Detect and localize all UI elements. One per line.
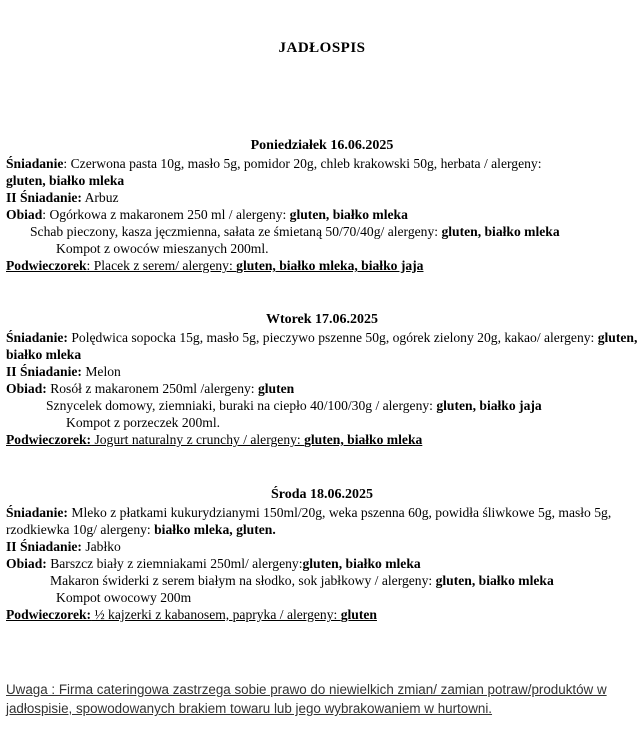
drink-line: Kompot z porzeczek 200ml. bbox=[66, 415, 221, 430]
breakfast-allergens: białko mleka, gluten. bbox=[154, 522, 276, 537]
lunch-text: Barszcz biały z ziemniakami 250ml/ alergeny: bbox=[46, 556, 303, 571]
lunch-line bbox=[6, 206, 638, 223]
snack-label: Podwieczorek: bbox=[6, 607, 92, 622]
main-course-allergens: gluten, białko jaja bbox=[436, 398, 542, 413]
lunch-line bbox=[6, 380, 638, 397]
second-breakfast-line bbox=[6, 538, 638, 555]
snack-allergens: gluten bbox=[340, 607, 377, 622]
breakfast-allergens: gluten, białko mleka bbox=[6, 173, 125, 188]
day-monday bbox=[6, 137, 638, 274]
drink-line: Kompot z owoców mieszanych 200ml. bbox=[56, 241, 269, 256]
snack-line bbox=[6, 431, 638, 448]
lunch-label: Obiad: bbox=[6, 556, 47, 571]
main-course-line bbox=[6, 397, 638, 414]
day-wednesday bbox=[6, 486, 638, 623]
second-breakfast-text: Arbuz bbox=[81, 190, 119, 205]
snack-label: Podwieczorek: bbox=[6, 432, 92, 447]
main-course-line bbox=[6, 572, 638, 589]
lunch-label: Obiad: bbox=[6, 381, 47, 396]
snack-allergens: gluten, białko mleka bbox=[304, 432, 423, 447]
lunch-allergens: gluten, białko mleka bbox=[302, 556, 421, 571]
breakfast-label: Śniadanie: bbox=[6, 505, 68, 520]
day-heading: Wtorek 17.06.2025 bbox=[265, 312, 379, 327]
drink-line: Kompot owocowy 200m bbox=[56, 590, 192, 605]
main-course-text: Schab pieczony, kasza jęczmienna, sałata ze śmietaną 50/70/40g/ alergeny: bbox=[30, 224, 442, 239]
snack-line bbox=[6, 257, 638, 274]
breakfast-text: : Czerwona pasta 10g, masło 5g, pomidor 20g, chleb krakowski 50g, herbata / alergeny: bbox=[63, 156, 542, 171]
snack-text: Jogurt naturalny z crunchy / alergeny: bbox=[91, 432, 305, 447]
breakfast-allergens: gluten, białko mleka bbox=[6, 330, 638, 362]
main-course-allergens: gluten, białko mleka bbox=[435, 573, 554, 588]
page-title: JADŁOSPIS bbox=[278, 40, 366, 56]
snack-text: ½ kajzerki z kabanosem, papryka / alergeny: bbox=[91, 607, 341, 622]
day-heading: Środa 18.06.2025 bbox=[270, 487, 374, 502]
breakfast-text: Polędwica sopocka 15g, masło 5g, pieczywo pszenne 50g, ogórek zielony 20g, kakao/ alergeny: bbox=[67, 330, 598, 345]
lunch-text: Rosół z makaronem 250ml /alergeny: bbox=[46, 381, 258, 396]
lunch-line bbox=[6, 555, 638, 572]
second-breakfast-line bbox=[6, 189, 638, 206]
day-heading: Poniedziałek 16.06.2025 bbox=[250, 138, 394, 153]
breakfast-label: Śniadanie bbox=[6, 156, 64, 171]
disclaimer-note: Uwaga : Firma cateringowa zastrzega sobie prawo do niewielkich zmian/ zamian potraw/produktów w jadłospisie, spowodowanych brakiem towaru lub jego wybrakowaniem w hurtowni. bbox=[6, 682, 607, 716]
second-breakfast-label: II Śniadanie: bbox=[6, 539, 82, 554]
breakfast-line bbox=[6, 329, 638, 363]
lunch-allergens: gluten, białko mleka bbox=[289, 207, 408, 222]
breakfast-text: Mleko z płatkami kukurydzianymi 150ml/20g, weka pszenna 60g, powidła śliwkowe 5g, masło 5g, rzodkiewka 10g/ alergeny: bbox=[6, 505, 612, 537]
snack-text: : Placek z serem/ alergeny: bbox=[86, 258, 237, 273]
second-breakfast-label: II Śniadanie: bbox=[6, 190, 82, 205]
day-tuesday bbox=[6, 311, 638, 448]
second-breakfast-label: II Śniadanie: bbox=[6, 364, 82, 379]
main-course-text: Makaron świderki z serem białym na słodko, sok jabłkowy / alergeny: bbox=[50, 573, 436, 588]
main-course-allergens: gluten, białko mleka bbox=[441, 224, 560, 239]
lunch-allergens: gluten bbox=[257, 381, 295, 396]
breakfast-label: Śniadanie: bbox=[6, 330, 68, 345]
second-breakfast-text: Jabłko bbox=[81, 539, 121, 554]
snack-line bbox=[6, 606, 638, 623]
main-course-line bbox=[6, 223, 638, 240]
breakfast-line bbox=[6, 155, 638, 189]
breakfast-line bbox=[6, 504, 638, 538]
snack-label: Podwieczorek bbox=[6, 258, 87, 273]
snack-allergens: gluten, białko mleka, białko jaja bbox=[236, 258, 424, 273]
lunch-text: : Ogórkowa z makaronem 250 ml / alergeny: bbox=[42, 207, 290, 222]
second-breakfast-line bbox=[6, 363, 638, 380]
main-course-text: Sznycelek domowy, ziemniaki, buraki na ciepło 40/100/30g / alergeny: bbox=[46, 398, 437, 413]
second-breakfast-text: Melon bbox=[81, 364, 121, 379]
lunch-label: Obiad bbox=[6, 207, 43, 222]
